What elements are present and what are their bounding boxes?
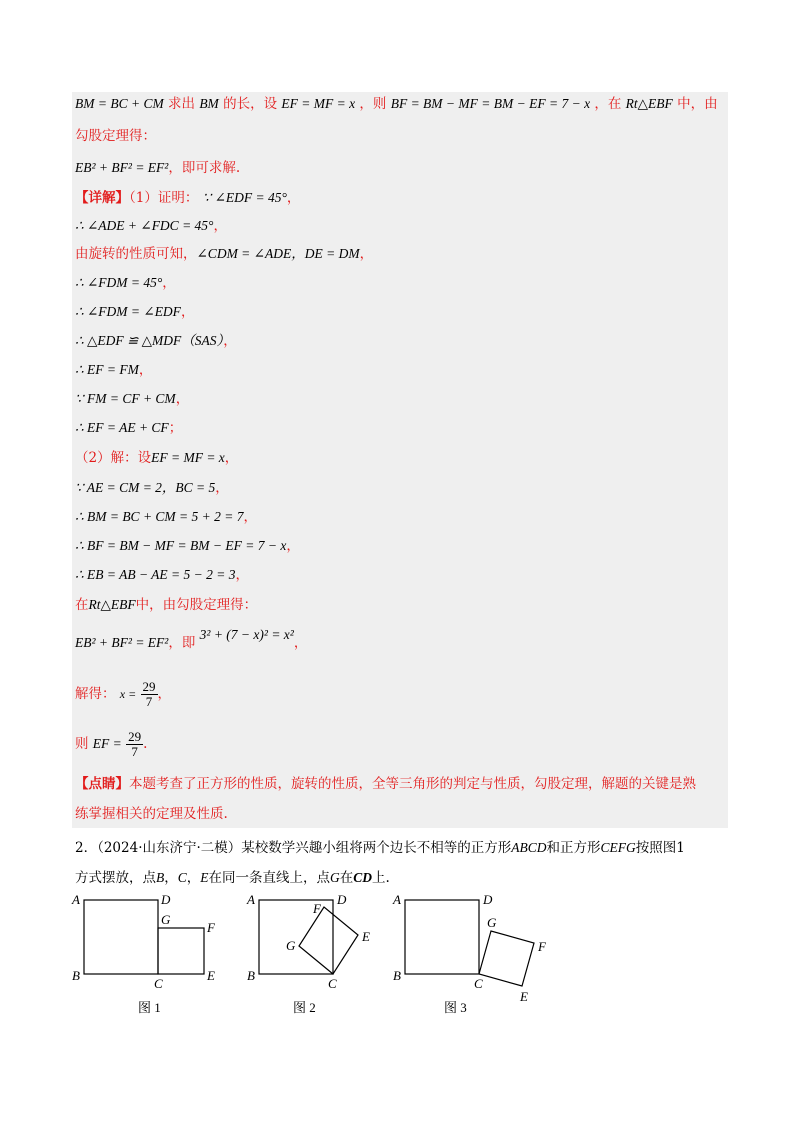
text: ， xyxy=(286,190,301,206)
formula: ∵ ∠EDF = 45° xyxy=(202,190,287,205)
label-a: A xyxy=(72,892,80,907)
formula: ∴ BM = BC + CM = 5 + 2 = 7 xyxy=(75,509,244,524)
comment-tag: 【点睛】 xyxy=(75,776,129,792)
label-f: F xyxy=(207,920,215,935)
text: ，即 xyxy=(168,635,196,651)
text: ， xyxy=(224,450,239,466)
denominator: 7 xyxy=(131,744,138,759)
solution-line-21 xyxy=(75,727,147,761)
square-abcd xyxy=(405,900,479,974)
formula: ∴ EB = AB − AE = 5 − 2 = 3 xyxy=(75,567,236,582)
text: ， xyxy=(223,333,237,349)
label-d: D xyxy=(337,892,347,907)
solution-line-20 xyxy=(75,677,171,711)
text: ， xyxy=(293,635,308,651)
solution-line-14 xyxy=(75,478,229,498)
text: ， xyxy=(243,509,258,525)
text: ， xyxy=(162,275,176,291)
text: 由旋转的性质可知， xyxy=(75,246,197,262)
label-c: C xyxy=(154,976,163,991)
text: 上. xyxy=(372,870,390,886)
formula: ∴ △EDF ≌ △MDF（SAS） xyxy=(75,333,224,348)
text: ， xyxy=(286,538,300,554)
solution-line-23: 练掌握相关的定理及性质. xyxy=(75,806,228,822)
denominator: 7 xyxy=(145,694,153,709)
text: ， xyxy=(215,480,229,496)
text: （2）解：设 xyxy=(75,450,152,466)
label-b: B xyxy=(72,968,80,983)
fraction xyxy=(141,680,158,709)
text: 中，由勾股定理得： xyxy=(135,597,258,613)
text: ， xyxy=(180,304,195,320)
formula: CEFG xyxy=(600,840,636,855)
text: ，则 xyxy=(359,96,387,112)
label-b: B xyxy=(247,968,255,983)
formula: ∴ ∠ADE + ∠FDC = 45° xyxy=(75,218,214,233)
formula: ∵ AE = CM = 2，BC = 5 xyxy=(75,480,216,495)
formula: EF = MF = x xyxy=(151,450,225,465)
text: 2．（2024·山东济宁·二模）某校数学兴趣小组将两个边长不相等的正方形 xyxy=(75,840,512,856)
text: 解得： xyxy=(75,686,116,702)
solution-line-2: 勾股定理得： xyxy=(75,128,156,144)
label-g: G xyxy=(161,912,171,927)
solution-line-6 xyxy=(75,244,373,264)
label-g: G xyxy=(286,938,296,953)
label-f: F xyxy=(313,901,321,916)
text: 在 xyxy=(75,597,89,613)
text: ， xyxy=(175,391,190,407)
text: ， xyxy=(157,686,172,702)
square-cefg-rotated xyxy=(299,907,358,974)
label-g: G xyxy=(487,915,497,930)
solution-line-22 xyxy=(75,774,696,794)
label-d: D xyxy=(161,892,171,907)
figures xyxy=(0,885,800,1025)
detail-tag: 【详解】 xyxy=(75,190,129,206)
solution-line-8 xyxy=(75,302,194,322)
formula: ∴ BF = BM − MF = BM − EF = 7 − x xyxy=(75,538,287,553)
label-b: B xyxy=(393,968,401,983)
formula: ∴ EF = AE + CF xyxy=(75,420,169,435)
text: 和正方形 xyxy=(546,840,601,856)
text: ，即可求解. xyxy=(168,160,241,176)
solution-line-9 xyxy=(75,331,237,351)
formula: ∴ ∠FDM = 45° xyxy=(75,275,163,290)
text: ， xyxy=(359,246,374,262)
question-line-2 xyxy=(75,866,390,886)
text: ； xyxy=(168,420,183,436)
text: ， xyxy=(138,362,153,378)
figure-3 xyxy=(392,892,547,1015)
solution-line-17 xyxy=(75,565,249,585)
solution-line-3 xyxy=(75,158,240,178)
solution-line-5 xyxy=(75,216,227,236)
formula: B xyxy=(156,870,165,885)
formula: G xyxy=(330,870,340,885)
formula: Rt△EBF xyxy=(88,597,136,612)
formula: Rt△EBF xyxy=(625,96,673,111)
solution-line-13 xyxy=(75,448,238,468)
solution-line-11 xyxy=(75,389,189,409)
label-c: C xyxy=(474,976,483,991)
formula: BM xyxy=(199,96,219,111)
formula: EB² + BF² = EF² xyxy=(75,635,169,650)
label-a: A xyxy=(393,892,401,907)
label-f: F xyxy=(538,939,546,954)
text: ， xyxy=(235,567,250,583)
text: 的长，设 xyxy=(223,96,278,112)
formula: CD xyxy=(353,870,373,885)
text: 在同一条直线上，点 xyxy=(208,870,331,886)
text: 本题考查了正方形的性质，旋转的性质，全等三角形的判定与性质，勾股定理，解题的关键是熟 xyxy=(129,776,696,792)
figure-1 xyxy=(71,892,216,1015)
label-e: E xyxy=(520,989,528,1004)
formula: ∠CDM = ∠ADE，DE = DM xyxy=(196,246,360,261)
text: （1）证明： xyxy=(129,190,199,206)
solution-line-18 xyxy=(75,595,257,615)
solution-line-4 xyxy=(75,188,300,208)
label-e: E xyxy=(207,968,215,983)
text: 中，由 xyxy=(677,96,718,112)
solution-line-16 xyxy=(75,536,300,556)
numerator: 29 xyxy=(142,679,156,694)
label-d: D xyxy=(483,892,493,907)
label-a: A xyxy=(247,892,255,907)
text: ，在 xyxy=(594,96,622,112)
text: ， xyxy=(186,870,201,886)
formula: ∴ ∠FDM = ∠EDF xyxy=(75,304,181,319)
formula: x = xyxy=(119,687,137,701)
formula: ∴ EF = FM xyxy=(75,362,139,377)
formula: BM = BC + CM xyxy=(75,96,164,111)
solution-line-19 xyxy=(75,627,308,653)
label-c: C xyxy=(328,976,337,991)
square-cefg xyxy=(158,928,204,974)
text: ， xyxy=(213,218,227,234)
question-line-1 xyxy=(75,836,685,856)
text: 在 xyxy=(339,870,354,886)
square-cefg-rotated xyxy=(479,931,534,986)
formula: EB² + BF² = EF² xyxy=(75,160,169,175)
text: 则 xyxy=(75,736,89,752)
solution-line-1 xyxy=(75,94,718,114)
caption-fig1: 图 1 xyxy=(138,1000,161,1015)
solution-line-15 xyxy=(75,507,257,527)
formula: E xyxy=(200,870,209,885)
caption-fig2: 图 2 xyxy=(293,1000,316,1015)
formula: ∵ FM = CF + CM xyxy=(75,391,176,406)
text: 方式摆放，点 xyxy=(75,870,156,886)
formula: ABCD xyxy=(511,840,547,855)
text: 按照图1 xyxy=(635,840,685,856)
text: . xyxy=(143,736,148,752)
formula: BF = BM − MF = BM − EF = 7 − x xyxy=(390,96,591,111)
solution-line-7 xyxy=(75,273,176,293)
fraction xyxy=(126,730,143,759)
caption-fig3: 图 3 xyxy=(444,1000,467,1015)
text: ， xyxy=(164,870,178,886)
solution-line-10 xyxy=(75,360,152,380)
numerator: 29 xyxy=(128,729,142,744)
text: 求出 xyxy=(168,96,196,112)
square-abcd xyxy=(84,900,158,974)
formula: 3² + (7 − x)² = x² xyxy=(199,627,294,642)
formula: EF = xyxy=(92,736,122,751)
formula: EF = MF = x xyxy=(281,96,356,111)
formula: C xyxy=(177,870,187,885)
label-e: E xyxy=(362,929,370,944)
figure-2 xyxy=(246,892,370,1015)
solution-line-12 xyxy=(75,418,182,438)
